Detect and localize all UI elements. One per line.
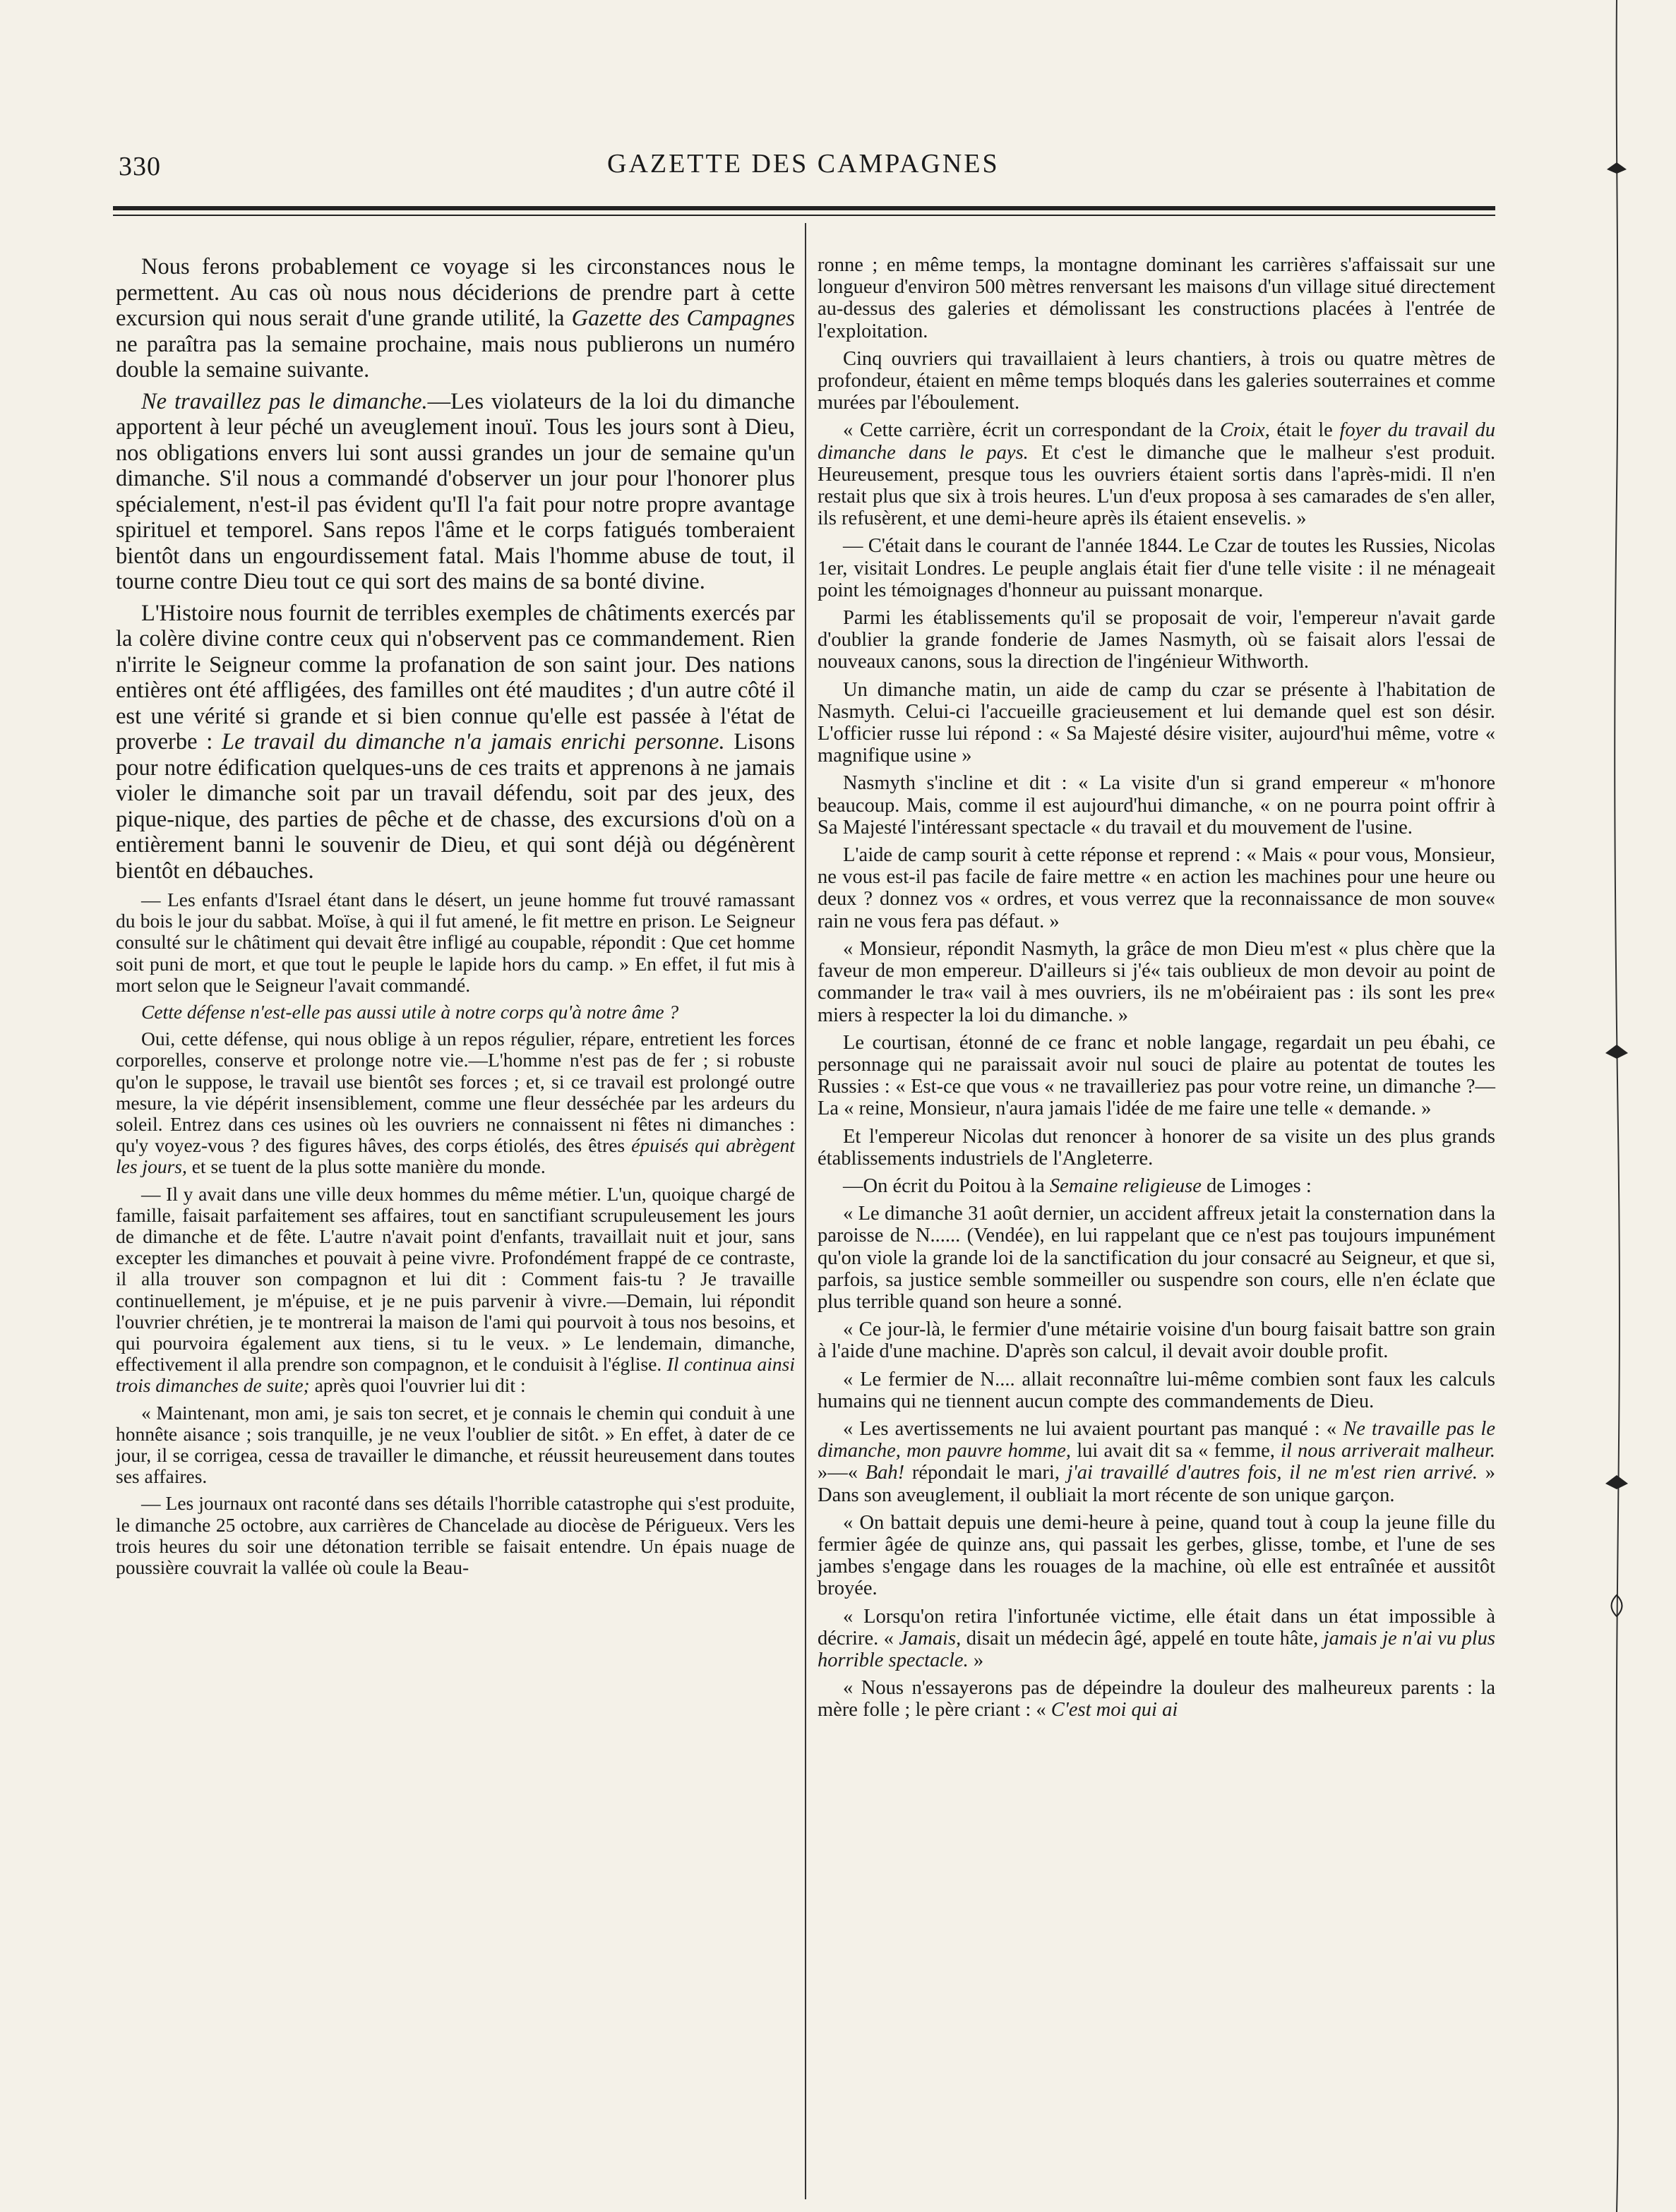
text-run: Nous ferons probablement ce voyage si les circonstances nous le permettent. Au cas où nous nous déciderions de prendre part à cette excursion qui nous serait d'une grande utilité, la <box>116 254 795 331</box>
text-run: « On battait depuis une demi-heure à peine, quand tout à coup la jeune fille du fermier âgée de quinze ans, qui passait les gerbes, glisse, tombe, et l'une de ses jambes s'engage dans les rouages de la machine, où elle est entraînée et aussitôt broyée. <box>818 1511 1495 1600</box>
article-paragraph <box>116 1184 795 1397</box>
masthead-title: GAZETTE DES CAMPAGNES <box>607 149 1000 179</box>
italic-text: Le travail du dimanche n'a jamais enrichi personne. <box>222 729 725 755</box>
italic-text: il nous arriverait malheur. <box>1281 1440 1495 1462</box>
article-paragraph <box>818 535 1495 601</box>
text-run: Oui, cette défense, qui nous oblige à un repos régulier, répare, entretient les forces corporelles, conserve et prolonge notre vie.—L'homme n'est pas de fer ; si robuste qu'on le suppose, le travail use bientôt ses forces ; et, si ce travail est prolongé outre mesure, la vie dépérit insensiblement, comme une fleur desséchée par les ardeurs du soleil. Entrez dans ces usines où les ouvriers ne connaissent ni fêtes ni dimanches : qu'y voyez-vous ? des figures hâves, des corps étiolés, des êtres <box>116 1028 795 1157</box>
text-run: « Lorsqu'on retira l'infortunée victime, elle était dans un état impossible à décrire. « <box>818 1605 1495 1649</box>
article-paragraph <box>818 1677 1495 1721</box>
article-paragraph <box>116 889 795 996</box>
article-paragraph <box>818 1032 1495 1120</box>
article-paragraph <box>116 1002 795 1023</box>
header-rule-thin <box>113 215 1495 216</box>
article-paragraph <box>818 938 1495 1026</box>
article-paragraph <box>116 389 795 595</box>
article-paragraph <box>818 844 1495 932</box>
text-run: — Les enfants d'Israel étant dans le désert, un jeune homme fut trouvé ramassant du bois le jour du sabbat. Moïse, à qui il fut amené, le fit mettre en prison. Le Seigneur consulté sur le châtiment qui devait être infligé au coupable, répondit : Que cet homme soit puni de mort, et que tout le peuple le lapide hors du camp. » En effet, il fut mis à mort selon que le Seigneur l'avait commandé. <box>116 889 795 996</box>
italic-text: Ne travaillez pas le dimanche. <box>141 388 428 414</box>
text-run: Nasmyth s'incline et dit : « La visite d'un si grand empereur « m'honore beaucoup. Mais, comme il est aujourd'hui dimanche, « on ne pourra point offrir à Sa Majesté l'intéressant spectacle « du travail et du mouvement de l'usine. <box>818 772 1495 838</box>
page-number: 330 <box>119 152 161 181</box>
text-run: disait un médecin âgé, appelé en toute hâte, <box>961 1627 1324 1649</box>
article-paragraph <box>818 772 1495 838</box>
article-paragraph <box>818 679 1495 767</box>
article-paragraph <box>116 1028 795 1177</box>
text-run: de Limoges : <box>1201 1174 1312 1197</box>
text-run: était le <box>1269 419 1340 442</box>
article-paragraph <box>818 1203 1495 1313</box>
text-run: Parmi les établissements qu'il se proposait de voir, l'empereur n'avait garde d'oublier la grande fonderie de James Nasmyth, où se faisait alors l'essai de nouveaux canons, sous la direction de l'ingénieur Withworth. <box>818 607 1495 673</box>
text-run: « Monsieur, répondit Nasmyth, la grâce de mon Dieu m'est « plus chère que la faveur de mon empereur. D'ailleurs si j'é« tais oublieux de mon devoir au point de commander le tra« vail à mes ouvriers, ils ne m'obéiraient pas : ils sont les pre« miers à respecter la loi du dimanche. » <box>818 937 1495 1026</box>
article-paragraph <box>116 1402 795 1488</box>
text-run: Lisons pour notre édification quelques-uns de ces traits et apprenons à ne jamais violer le dimanche soit par un travail défendu, soit par des jeux, des pique-nique, des parties de pêche et de chasse, des excursions d'où on a entièrement banni le souvenir de Dieu, et qui sont déjà ou dégénèrent bientôt en débauches. <box>116 729 796 884</box>
italic-text: Gazette des Campagnes <box>571 306 795 331</box>
article-paragraph <box>818 348 1495 414</box>
article-paragraph <box>818 1606 1495 1672</box>
text-run: « Cette carrière, écrit un correspondant de la <box>843 419 1220 442</box>
text-run: — Les journaux ont raconté dans ses détails l'horrible catastrophe qui s'est produite, le dimanche 25 octobre, aux carrières de Chancelade au diocèse de Périgueux. Vers les trois heures du soir une détonation terrible se faisait entendre. Un épais nuage de poussière couvrait la vallée où coule la Beau- <box>116 1492 795 1579</box>
italic-text: Cette défense n'est-elle pas aussi utile à notre corps qu'à notre âme ? <box>141 1001 679 1023</box>
article-paragraph <box>818 1175 1495 1197</box>
italic-text: Croix, <box>1219 419 1270 442</box>
text-run: « Nous n'essayerons pas de dépeindre la douleur des malheureux parents : la mère folle ; le père criant : « <box>818 1677 1495 1721</box>
article-paragraph <box>818 1418 1495 1506</box>
italic-text: C'est moi qui ai <box>1051 1699 1178 1721</box>
italic-text: Jamais, <box>899 1627 962 1649</box>
article-paragraph <box>818 1512 1495 1600</box>
text-run: après quoi l'ouvrier lui dit : <box>309 1374 526 1397</box>
italic-text: j'ai travaillé d'autres fois, il ne m'est rien arrivé. <box>1067 1462 1478 1484</box>
text-run: Un dimanche matin, un aide de camp du czar se présente à l'habitation de Nasmyth. Celui-ci l'accueille gracieusement et lui demande quel est son désir. L'officier russe lui répond : « Sa Majesté désire visiter, aujourd'hui même, votre « magnifique usine » <box>818 678 1495 767</box>
text-run: et se tuent de la plus sotte manière du monde. <box>186 1155 546 1178</box>
text-run: lui avait dit sa « femme, <box>1071 1440 1281 1462</box>
article-paragraph <box>818 254 1495 342</box>
header-rule <box>113 206 1495 210</box>
article-paragraph <box>116 601 795 884</box>
italic-text: Semaine religieuse <box>1049 1174 1202 1197</box>
text-run: L'Histoire nous fournit de terribles exemples de châtiments exercés par la colère divine contre ceux qui n'observent pas ce commandement. Rien n'irrite le Seigneur comme la profanation de son saint jour. Des nations entières ont été affligées, des familles ont été maudites ; d'un autre côté il est une vérité si grande et si bien connue qu'elle est passée à l'état de proverbe : <box>116 600 795 755</box>
italic-text: Il continua ainsi trois dimanches de suite; <box>116 1353 795 1397</box>
text-run: Le courtisan, étonné de ce franc et noble langage, regardait un peu ébahi, ce personnage qui ne paraissait avoir nul souci de plaire au potentat de toutes les Russies : « Est-ce que vous « ne travailleriez pas pour votre reine, un dimanche ?—La « reine, Monsieur, n'aura jamais l'idée de me faire une telle « demande. » <box>818 1031 1495 1120</box>
right-column <box>818 254 1495 1721</box>
article-paragraph <box>818 419 1495 529</box>
text-run: » Dans son aveuglement, il oubliait la mort récente de son unique garçon. <box>818 1462 1496 1506</box>
text-run: répondait le mari, <box>904 1462 1067 1484</box>
italic-text: Bah! <box>865 1462 905 1484</box>
text-run: Et c'est le dimanche que le malheur s'est produit. Heureusement, presque tous les ouvriers étaient sortis dans l'après-midi. Il n'en restait plus que six à trois heures. L'un d'eux proposa à ses camarades de s'en aller, ils refusèrent, et une demi-heure après ils étaient ensevelis. » <box>818 441 1495 530</box>
text-run: Et l'empereur Nicolas dut renoncer à honorer de sa visite un des plus grands établissements industriels de l'Angleterre. <box>818 1125 1495 1170</box>
text-run: « Ce jour-là, le fermier d'une métairie voisine d'un bourg faisait battre son grain à l'aide d'une machine. D'après son calcul, il devait avoir double profit. <box>818 1318 1495 1363</box>
text-run: »—« <box>818 1462 866 1484</box>
column-divider <box>805 223 806 2199</box>
text-run: — Il y avait dans une ville deux hommes du même métier. L'un, quoique chargé de famille, faisait parfaitement ses affaires, tout en sanctifiant scrupuleusement les jours de dimanche et de fête. L'autre n'avait point d'enfants, travaillait nuit et jour, sans excepter les dimanches et pouvait à peine vivre. Profondément frappé de ce contraste, il alla trouver son compagnon et lui dit : Comment fais-tu ? Je travaille continuellement, je m'épuise, et je ne puis parvenir à vivre.—Demain, lui répondit l'ouvrier chrétien, je te montrerai la maison de l'ami qui pourvoit à tous nos besoins, et qui pourvoira également aux tiens, si tu le veux. » Le lendemain, dimanche, effectivement il alla prendre son compagnon, et le conduisit à l'église. <box>116 1182 795 1376</box>
text-run: « Les avertissements ne lui avaient pourtant pas manqué : « <box>843 1417 1343 1440</box>
article-paragraph <box>818 607 1495 673</box>
italic-text: foyer du travail du dimanche dans le pays. <box>818 419 1495 464</box>
article-paragraph <box>818 1318 1495 1362</box>
article-paragraph <box>116 254 795 383</box>
text-run: « Maintenant, mon ami, je sais ton secret, et je connais le chemin qui conduit à une honnête aisance ; sois tranquille, je ne veux l'oublier de sitôt. » En effet, à dater de ce jour, il se corrigea, cessa de travailler le dimanche, et réussit heureusement dans toutes ses affaires. <box>116 1401 795 1488</box>
italic-text: épuisés qui abrègent les jours, <box>116 1134 795 1178</box>
binding-thread-decoration <box>1596 0 1638 2212</box>
text-run: ne paraîtra pas la semaine prochaine, mais nous publierons un numéro double la semaine suivante. <box>116 331 795 383</box>
text-run: » <box>968 1649 984 1671</box>
text-run: —Les violateurs de la loi du dimanche apportent à leur péché un aveuglement inouï. Tous les jours sont à Dieu, nos obligations envers lui sont aussi grandes un jour de semaine qu'un dimanche. S'il nous a commandé d'observer un jour pour l'honorer plus spécialement, n'est-il pas évident qu'Il l'a fait pour notre propre avantage spirituel et temporel. Sans repos l'âme et le corps fatigués tomberaient bientôt dans un engourdissement fatal. Mais l'homme abuse de tout, il tourne contre Dieu tout ce qui sort des mains de sa bonté divine. <box>116 388 795 594</box>
text-run: Cinq ouvriers qui travaillaient à leurs chantiers, à trois ou quatre mètres de profondeur, étaient en même temps bloqués dans les galeries souterraines et comme murées par l'éboulement. <box>818 347 1495 414</box>
text-run: — C'était dans le courant de l'année 1844. Le Czar de toutes les Russies, Nicolas 1er, visitait Londres. Le peuple anglais était fier d'une telle visite : il ne ménageait point les témoignages d'honneur au puissant monarque. <box>818 535 1495 601</box>
article-paragraph <box>818 1369 1495 1412</box>
italic-text: Ne travaille pas le dimanche, mon pauvre homme, <box>818 1417 1496 1462</box>
article-paragraph <box>818 1126 1495 1170</box>
text-run: —On écrit du Poitou à la <box>843 1174 1050 1197</box>
left-column <box>116 254 795 1578</box>
text-run: L'aide de camp sourit à cette réponse et reprend : « Mais « pour vous, Monsieur, ne vous est-il pas facile de faire mettre « en action les machines pour une heure ou deux ? donnez vos « ordres, et vous verrez que la reconnaissance de mon souve« rain ne vous fera pas défaut. » <box>818 844 1495 932</box>
article-paragraph <box>116 1493 795 1578</box>
italic-text: jamais je n'ai vu plus horrible spectacle. <box>818 1627 1495 1671</box>
text-run: ronne ; en même temps, la montagne dominant les carrières s'affaissait sur une longueur d'environ 500 mètres renversant les maisons d'un village situé directement au-dessus des galeries et démolissant les constructions placées à l'entrée de l'exploitation. <box>818 254 1495 342</box>
text-run: « Le fermier de N.... allait reconnaître lui-même combien sont faux les calculs humains qui ne tiennent aucun compte des commandements de Dieu. <box>818 1368 1495 1412</box>
text-run: « Le dimanche 31 août dernier, un accident affreux jetait la consternation dans la paroisse de N...... (Vendée), en lui rappelant que ce n'est pas toujours impunément qu'on viole la grande loi de la sanctification du jour consacré au Seigneur, et que si, parfois, sa justice semble sommeiller ou suspendre son cours, elle n'en éclate que plus terrible quand son heure a sonné. <box>818 1203 1495 1313</box>
